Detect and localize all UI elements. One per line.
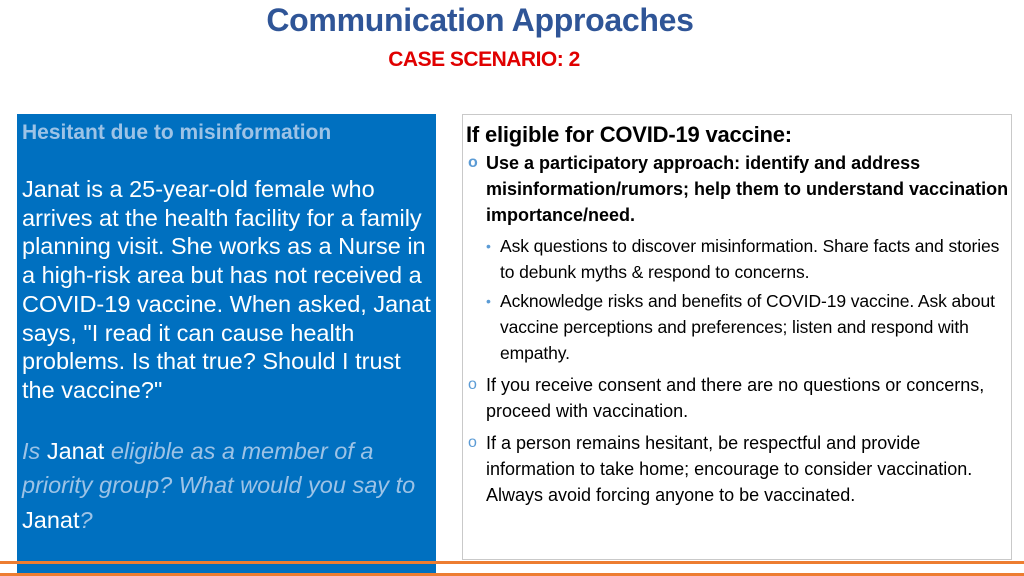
patient-name: Janat [46,437,105,464]
circle-bullet-icon: o [468,154,478,171]
list-subitem [466,233,1011,285]
case-scenario-panel [17,114,436,576]
list-subitem-text: Ask questions to discover misinformation. Share facts and stories to debunk myths & respond to concerns. [500,236,1000,282]
question-part-2: eligible as a member of a priority group? What would you say to [22,437,416,499]
list-subitem [466,288,1011,366]
list-item-text: If a person remains hesitant, be respectful and provide information to take home; encourage to consider vaccination. Always avoid forcing anyone to be vaccinated. [486,433,973,505]
footer-accent-line [0,561,1024,564]
case-heading: Hesitant due to misinformation [22,121,332,144]
dot-bullet-icon: • [486,238,491,254]
circle-bullet-icon: o [468,376,477,393]
circle-bullet-icon: o [468,434,477,451]
dot-bullet-icon: • [486,293,491,309]
slide-title: Communication Approaches [266,2,694,38]
question-part-1: Is [22,437,47,464]
guidance-panel [462,114,1012,560]
list-item [466,150,1011,228]
patient-name: Janat [22,506,80,533]
question-part-3: ? [79,506,93,533]
slide-subtitle: CASE SCENARIO: 2 [388,48,580,71]
guidance-heading: If eligible for COVID-19 vaccine: [466,122,792,147]
list-item-text: If you receive consent and there are no questions or concerns, proceed with vaccination. [486,375,985,421]
list-item-text: Use a participatory approach: identify and address misinformation/rumors; help them to understand vaccination importance/need. [486,153,1009,225]
list-item [466,430,1011,508]
case-question [22,434,431,538]
case-description: Janat is a 25-year-old female who arrives at the health facility for a family planning visit. She works as a Nurse in a high-risk area but has not received a COVID-19 vaccine. When asked, Janat says, "I read it can cause health problems. Is that true? Should I trust the vaccine?" [22,176,431,403]
list-subitem-text: Acknowledge risks and benefits of COVID-19 vaccine. Ask about vaccine perceptions and preferences; listen and respond with empathy. [500,291,995,363]
list-item [466,372,1011,424]
